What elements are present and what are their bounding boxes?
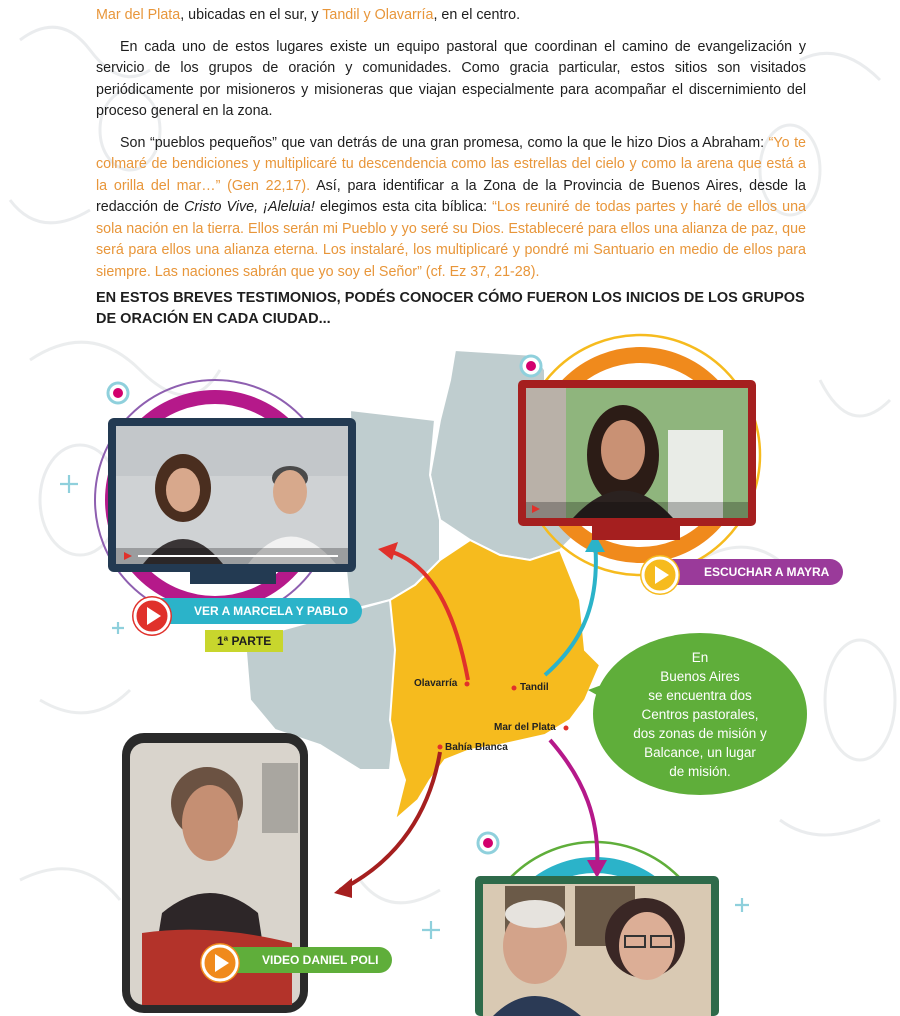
publication-name: Cristo Vive, ¡Aleluia! [184, 199, 315, 215]
info-bubble [593, 633, 807, 795]
city-label-bahia-blanca: Bahía Blanca [445, 742, 508, 753]
bubble-text [633, 648, 767, 781]
dot-bahia-blanca [438, 745, 443, 750]
intro-line [96, 5, 806, 27]
paragraph-pastoral-team: En cada uno de estos lugares existe un equipo pastoral que coordinan el camino de evangelización y servicio de los grupos de oración y comunidades. Como gracia particular, estos sitios son visitados periódicamente por misioneros y misioneras que viajan especialmente para acompañar el discernimiento del proceso general en la zona. [96, 38, 806, 119]
section-heading: EN ESTOS BREVES TESTIMONIOS, PODÉS CONOCER CÓMO FUERON LOS INICIOS DE LOS GRUPOS DE ORACIÓN EN CADA CIUDAD... [96, 290, 805, 327]
city-label-tandil: Tandil [520, 682, 549, 693]
arrow-to-mdp [550, 740, 597, 870]
video-mayra[interactable] [518, 380, 756, 526]
genesis-quote: “Yo te colmaré de bendiciones y multiplicaré tu descendencia como las estrellas del cielo y como la arena que está a la orilla del mar…” (Gen 22,17). [96, 134, 806, 194]
bubble-line-5: dos zonas de misión y [633, 725, 767, 741]
play-icon-daniel[interactable] [200, 943, 240, 983]
bubble-line-1: En [691, 649, 709, 665]
p3-mid2: elegimos esta cita bíblica: [314, 199, 493, 215]
video-mar-del-plata[interactable] [475, 876, 719, 1016]
bubble-line-7: de misión. [669, 763, 731, 779]
ver-marcela-pablo-button[interactable]: VER A MARCELA Y PABLO [150, 598, 362, 624]
video-thumbnail-mdp [475, 876, 719, 1016]
video-marcela-pablo[interactable] [108, 418, 356, 572]
video-thumbnail-mayra [518, 380, 756, 526]
city-label-mar-del-plata: Mar del Plata [494, 722, 556, 733]
article-text [96, 0, 806, 293]
video-thumbnail-marcela-pablo [108, 418, 356, 572]
bubble-line-3: se encuentra dos [648, 687, 752, 703]
monitor-stand-1 [190, 572, 276, 584]
video-daniel-poli-button[interactable]: VIDEO DANIEL POLI [218, 947, 392, 973]
ezekiel-quote: “Los reuniré de todas partes y haré de ellos una sola nación en la tierra. Ellos serán mi Pueblo y yo seré su Dios. Estableceré para ellos una alianza de paz, que será para ellos una alianza eterna. Los instalaré, los multiplicaré y pondré mi Santuario en medio de ellos para siempre. Las naciones sabrán que yo soy el Señor” (cf. Ez 37, 21-28). [96, 199, 806, 280]
intro-text: , ubicadas en el sur, y [180, 7, 323, 23]
play-icon-marcela[interactable] [132, 596, 172, 636]
bubble-line-4: Centros pastorales, [641, 706, 759, 722]
escuchar-mayra-button[interactable]: ESCUCHAR A MAYRA [660, 559, 843, 585]
city-tandil-olavarria: Tandil y Olavarría [322, 7, 434, 23]
dot-tandil [512, 686, 517, 691]
paragraph-pueblos [96, 133, 806, 284]
intro-text-end: , en el centro. [433, 7, 521, 23]
city-mar-del-plata-link: Mar del Plata [96, 7, 181, 23]
bubble-line-6: Balcance, un lugar [644, 744, 756, 760]
monitor-stand-2 [592, 526, 680, 540]
play-icon-mayra[interactable] [640, 555, 680, 595]
p3-mid: Así, para identificar a la Zona de la Provincia de Buenos Aires, desde la redacción de [96, 177, 806, 215]
city-label-olavarria: Olavarría [414, 678, 458, 689]
bubble-line-2: Buenos Aires [660, 668, 740, 684]
parte-badge: 1ª PARTE [205, 630, 283, 652]
dot-mar-del-plata [564, 726, 569, 731]
p3-start: Son “pueblos pequeños” que van detrás de una gran promesa, como la que le hizo Dios a Abraham: [120, 134, 769, 151]
dot-olavarria [465, 682, 470, 687]
